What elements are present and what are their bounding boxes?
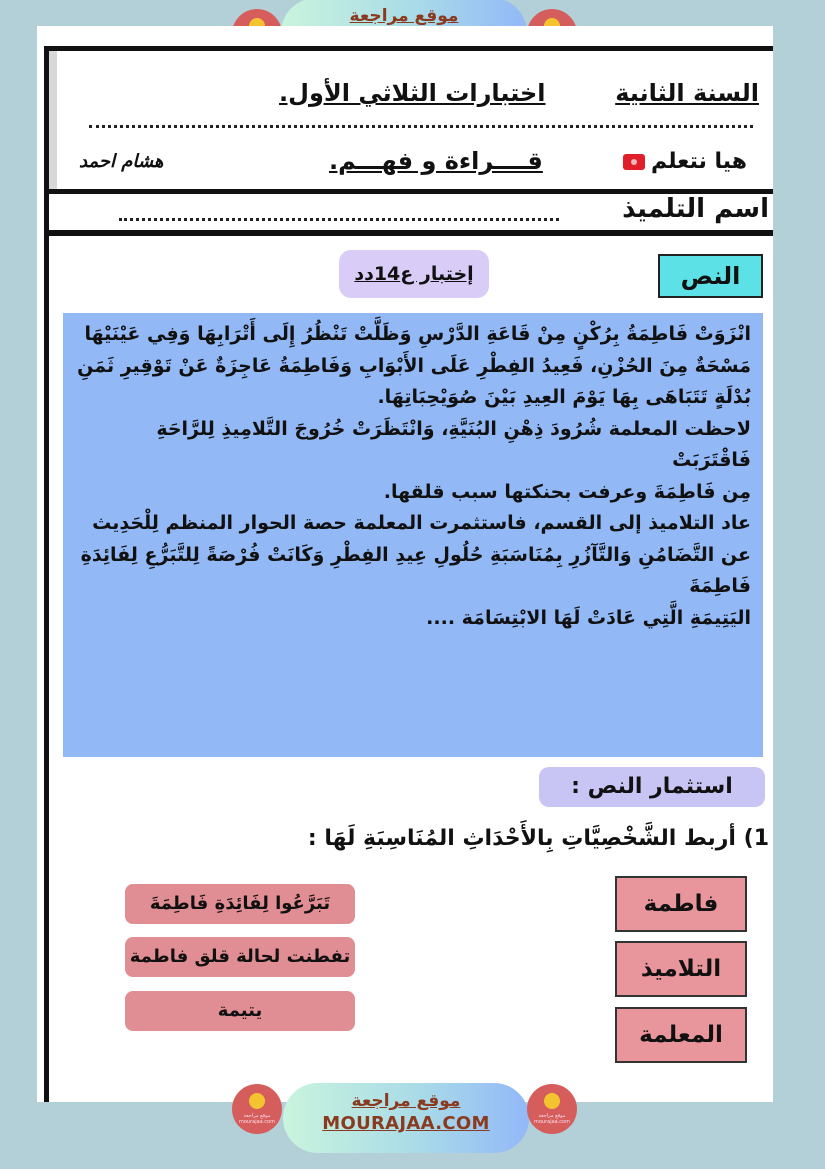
youtube-icon <box>623 154 645 170</box>
watermark-logo-right-bottom <box>527 1084 577 1134</box>
watermark-arabic: موقع مراجعة <box>351 1091 461 1111</box>
student-name-row <box>44 194 773 236</box>
watermark-logo-left-bottom <box>232 1084 282 1134</box>
watermark-link[interactable]: MOURAJAA.COM <box>322 1113 490 1134</box>
student-name-field[interactable] <box>119 218 559 221</box>
watermark-circle-text: موقع مراجعة mourajaa.com <box>238 1113 275 1125</box>
book-logo-icon <box>249 1093 265 1109</box>
book-logo-icon <box>544 1093 560 1109</box>
reading-passage <box>63 313 763 757</box>
brand-name: هيا نتعلم <box>650 149 747 174</box>
subject-title: قــــراءة و فهـــم. <box>329 147 543 175</box>
passage-paragraph: اليَتِيمَةِ الَّتِي عَادَتْ لَهَا الابْتِسَامَة .... <box>426 606 751 629</box>
watermark-banner-bottom[interactable] <box>283 1083 529 1153</box>
passage-paragraph: مِن فَاطِمَةَ وعرفت بحنكتها سبب قلقها. <box>383 480 751 503</box>
character-box-fatima[interactable]: فاطمة <box>615 876 747 932</box>
dotted-separator <box>89 125 753 128</box>
header-row-1 <box>49 71 773 111</box>
header-row-2 <box>49 139 773 189</box>
event-box-noticed[interactable]: تفطنت لحالة قلق فاطمة <box>125 937 355 977</box>
exam-badge: إختبار ع14دد <box>339 250 489 298</box>
watermark-arabic: موقع مراجعة <box>349 6 459 26</box>
passage-paragraph: انْزَوَتْ فَاطِمَةُ بِرُكْنٍ مِنْ قَاعَةِ الدَّرْسِ وَظَلَّتْ تَنْظُرُ إِلَى أَتْرَابِهَا وَفِي عَيْنَيْهَا مَسْحَةٌ مِنَ الحُزْنِ، فَعِيدُ الفِطْرِ عَلَى الأَبْوَابِ وَفَاطِمَةُ عَاجِزَةٌ عَنْ تَوْقِيرِ ثَمَنِ بُدْلَةٍ تَتَبَاهَى بِهَا يَوْمَ العِيدِ بَيْنَ صُوَيْحِبَاتِهَا. <box>77 323 751 408</box>
author-signature: هشام احمد <box>79 151 164 172</box>
passage-paragraph: لاحظت المعلمة شُرُودَ ذِهْنِ البُنَيَّةِ، وَانْتَظَرَتْ خُرُوجَ التَّلامِيذِ لِلرَّاحَةِ فَاقْتَرَبَتْ <box>156 417 751 471</box>
passage-paragraph: عاد التلاميذ إلى القسم، فاستثمرت المعلمة حصة الحوار المنظم لِلْحَدِيث عن التَّضَامُنِ وَالتَّآزُرِ بِمُنَاسَبَةِ حُلُولِ عِيدِ الفِطْرِ وَكَانَتْ فُرْصَةً لِلتَّبَرُّعِ لِفَائِدَةِ فَاطِمَةَ <box>80 512 751 597</box>
exam-header <box>44 46 773 194</box>
exam-title: اختبارات الثلاثي الأول. <box>279 79 546 107</box>
question-1: 1) أربط الشَّخْصِيَّاتِ بِالأَحْدَاثِ المُنَاسِبَةِ لَهَا : <box>307 826 769 851</box>
watermark-circle-text: موقع مراجعة mourajaa.com <box>533 1113 570 1125</box>
text-section-tag: النص <box>658 254 763 298</box>
character-box-students[interactable]: التلاميذ <box>615 941 747 997</box>
exploitation-heading: استثمار النص : <box>539 767 765 807</box>
character-box-teacher[interactable]: المعلمة <box>615 1007 747 1063</box>
school-year: السنة الثانية <box>615 79 759 107</box>
exam-sheet <box>37 26 773 1102</box>
event-box-donated[interactable]: تَبَرَّعُوا لِفَائِدَةِ فَاطِمَةَ <box>125 884 355 924</box>
event-box-orphan[interactable]: يتيمة <box>125 991 355 1031</box>
brand <box>623 149 747 174</box>
student-name-label: اسم التلميذ <box>622 194 769 224</box>
